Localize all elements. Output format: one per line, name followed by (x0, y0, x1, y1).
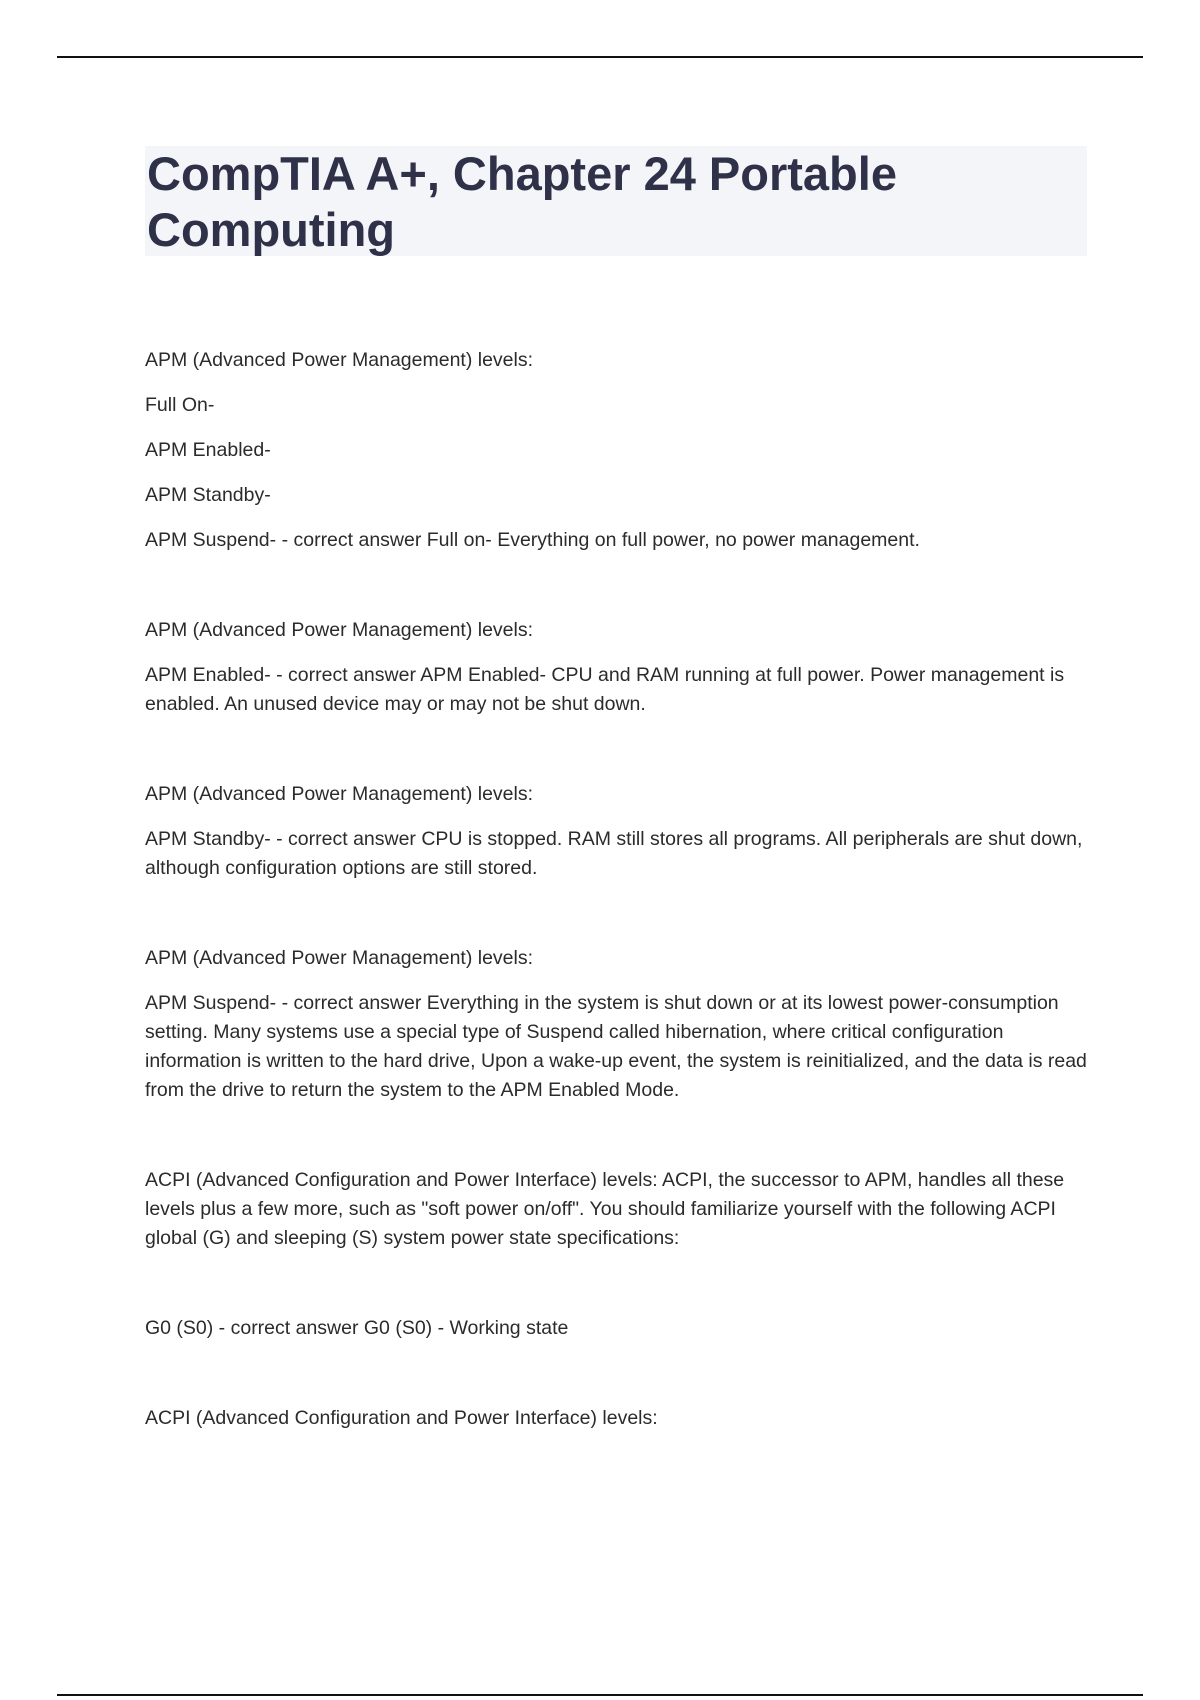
page-title: CompTIA A+, Chapter 24 Portable Computing (147, 147, 897, 256)
answer-text: APM Suspend- - correct answer Everything in the system is shut down or at its lowest power-consumption setting. Many systems use a special type of Suspend called hibernation, where critical configuration information is written to the hard drive, Upon a wake-up event, the system is reinitialized, and the data is read from the drive to return the system to the APM Enabled Mode. (145, 992, 1087, 1101)
qa-block-6 (145, 1314, 1089, 1343)
answer-text: APM Enabled- - correct answer APM Enabled- CPU and RAM running at full power. Power management is enabled. An unused device may or may not be shut down. (145, 664, 1065, 715)
qa-block-1 (145, 346, 1089, 555)
qa-block-2 (145, 616, 1089, 719)
qa-block-5 (145, 1166, 1089, 1253)
answer-text: APM Suspend- - correct answer Full on- Everything on full power, no power management. (145, 529, 920, 551)
answer-text: G0 (S0) - correct answer G0 (S0) - Working state (145, 1317, 569, 1339)
question-item: APM Standby- (145, 484, 271, 506)
intro-text: ACPI (Advanced Configuration and Power Interface) levels: ACPI, the successor to APM, handles all these levels plus a few more, such as "soft power on/off". You should familiarize yourself with the following ACPI global (G) and sleeping (S) system power state specifications: (145, 1169, 1065, 1249)
qa-block-7 (145, 1404, 1089, 1433)
answer-text: APM Standby- - correct answer CPU is stopped. RAM still stores all programs. All peripherals are shut down, although configuration options are still stored. (145, 828, 1083, 879)
qa-block-4 (145, 944, 1089, 1105)
title-banner (145, 146, 1087, 256)
question-text: APM (Advanced Power Management) levels: (145, 947, 534, 969)
question-text: APM (Advanced Power Management) levels: (145, 349, 534, 371)
question-item: Full On- (145, 394, 215, 416)
question-item: APM Enabled- (145, 439, 271, 461)
top-divider (57, 56, 1143, 58)
question-text: APM (Advanced Power Management) levels: (145, 619, 534, 641)
document-body (145, 346, 1089, 1433)
question-text: ACPI (Advanced Configuration and Power Interface) levels: (145, 1407, 658, 1429)
bottom-divider (57, 1694, 1143, 1696)
qa-block-3 (145, 780, 1089, 883)
question-text: APM (Advanced Power Management) levels: (145, 783, 534, 805)
